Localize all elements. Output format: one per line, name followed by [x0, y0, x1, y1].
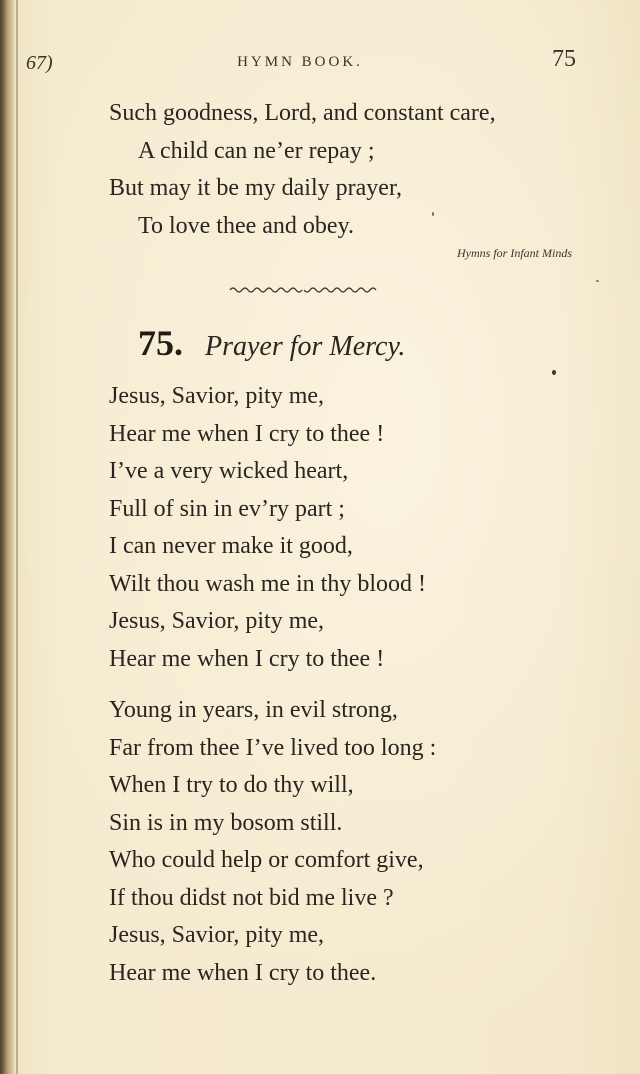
- hymn-heading: [138, 322, 405, 364]
- hymn-number: 75: [138, 323, 174, 363]
- verse-line: I’ve a very wicked heart,: [109, 458, 349, 484]
- verse-line: Hear me when I cry to thee !: [109, 420, 385, 447]
- header-left-mark: 67): [26, 52, 53, 74]
- verse-line: Such goodness, Lord, and constant care,: [109, 100, 496, 126]
- verse-line: Who could help or comfort give,: [109, 847, 424, 873]
- hymn-number-period: .: [174, 323, 183, 363]
- verse-line: To love thee and obey.: [138, 212, 355, 239]
- ink-speck: [596, 280, 599, 282]
- ink-speck: [552, 370, 556, 375]
- verse-line: Wilt thou wash me in thy blood !: [109, 570, 427, 597]
- verse-line: Hear me when I cry to thee !: [109, 645, 385, 672]
- verse-line: Young in years, in evil strong,: [109, 697, 398, 723]
- verse-line: I can never make it good,: [109, 533, 353, 559]
- page-gutter-line: [16, 0, 18, 1074]
- stanza-1: [109, 378, 426, 678]
- verse-line: When I try to do thy will,: [109, 772, 354, 798]
- page-number: 75: [552, 46, 576, 72]
- previous-hymn-closing-stanza: [109, 95, 496, 245]
- verse-line: But may it be my daily prayer,: [109, 175, 402, 201]
- verse-line: Jesus, Savior, pity me,: [109, 608, 325, 634]
- hymn-attribution: Hymns for Infant Minds: [457, 246, 572, 260]
- verse-line: Sin is in my bosom still.: [109, 809, 343, 836]
- verse-line: Far from thee I’ve lived too long :: [109, 734, 437, 761]
- running-header: [0, 44, 640, 78]
- hymn-title: Prayer for Mercy.: [205, 331, 406, 362]
- book-spine-shadow: [0, 0, 14, 1074]
- verse-line: A child can ne’er repay ;: [138, 137, 375, 164]
- stanza-2: [109, 692, 436, 992]
- verse-line: Jesus, Savior, pity me,: [109, 922, 325, 948]
- verse-line: Jesus, Savior, pity me,: [109, 383, 325, 409]
- verse-line: Full of sin in ev’ry part ;: [109, 495, 345, 522]
- verse-line: Hear me when I cry to thee.: [109, 959, 377, 986]
- running-title: HYMN BOOK.: [237, 54, 363, 70]
- wavy-divider-ornament: [228, 284, 378, 296]
- verse-line: If thou didst not bid me live ?: [109, 884, 394, 911]
- ink-speck: [432, 212, 434, 216]
